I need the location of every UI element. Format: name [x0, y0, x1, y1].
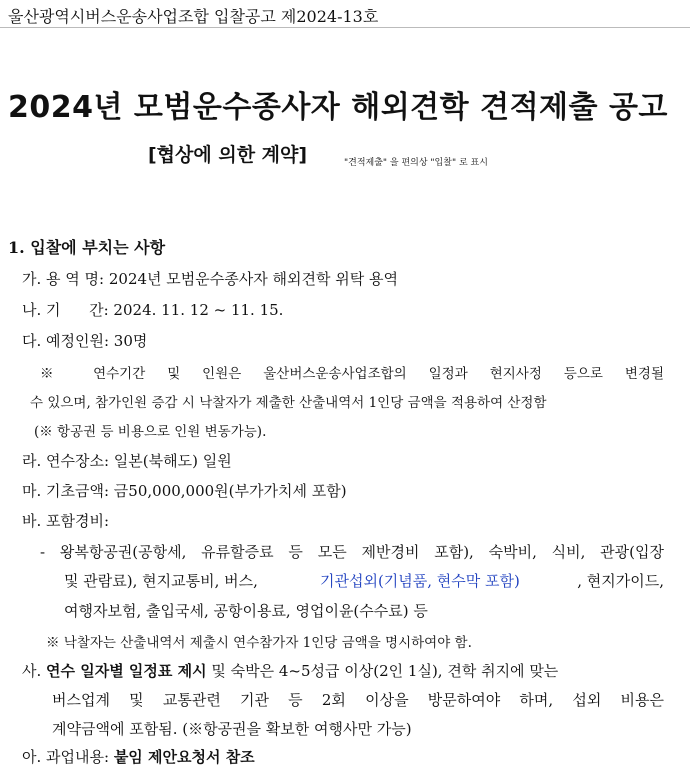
expense-text: 및 관람료), 현지교통비, 버스, — [64, 572, 263, 590]
note-line: ※ 연수기간 및 인원은 울산버스운송사업조합의 일정과 현지사정 등으로 변경될 — [40, 366, 664, 382]
item-period: 나. 기 간: 2024. 11. 12 ~ 11. 15. — [22, 301, 284, 319]
note-line: ※ 낙찰자는 산출내역서 제출시 연수참가자 1인당 금액을 명시하여야 함. — [46, 635, 472, 651]
expense-line: - 왕복항공권(공항세, 유류할증료 등 모든 제반경비 포함), 숙박비, 식비, 관광(입장 — [40, 543, 664, 561]
announcement-header: 울산광역시버스운송사업조합 입찰공고 제2024-13호 — [8, 7, 379, 26]
item-service-name: 가. 용 역 명: 2024년 모범운수종사자 해외견학 위탁 용역 — [22, 270, 398, 288]
item-prefix: 아. 과업내용: — [22, 748, 114, 766]
page-title: 2024년 모범운수종사자 해외견학 견적제출 공고 — [8, 90, 668, 125]
item-location: 라. 연수장소: 일본(북해도) 일원 — [22, 452, 232, 470]
highlighted-expense-text: 기관섭외(기념품, 현수막 포함) — [319, 572, 520, 590]
expense-line: 여행자보험, 출입국세, 공항이용료, 영업이윤(수수료) 등 — [64, 602, 428, 620]
item-headcount: 다. 예정인원: 30명 — [22, 332, 148, 350]
item-base-amount: 마. 기초금액: 금50,000,000원(부가가치세 포함) — [22, 482, 347, 500]
expense-line — [64, 570, 664, 591]
note-line: 수 있으며, 참가인원 증감 시 낙찰자가 제출한 산출내역서 1인당 금액을 적용하여 산정함 — [30, 395, 547, 411]
item-scope — [22, 746, 255, 767]
schedule-text: 및 숙박은 4~5성급 이상(2인 1실), 견학 취지에 맞는 — [206, 662, 559, 680]
subtitle-note: "견적제출" 을 편의상 "입찰" 로 표시 — [344, 158, 488, 168]
note-line: (※ 항공권 등 비용으로 인원 변동가능). — [34, 424, 267, 440]
item-prefix: 사. — [22, 662, 47, 680]
header-divider — [0, 27, 690, 28]
schedule-line: 버스업계 및 교통관련 기관 등 2회 이상을 방문하여야 하며, 섭외 비용은 — [52, 691, 664, 709]
item-included-expenses: 바. 포함경비: — [22, 512, 110, 530]
schedule-emphasis: 연수 일자별 일정표 제시 — [46, 662, 207, 680]
scope-reference: 붙임 제안요청서 참조 — [113, 748, 255, 766]
item-schedule — [22, 660, 664, 681]
expense-text: , 현지가이드, — [577, 572, 664, 590]
contract-type-subtitle: [협상에 의한 계약] — [148, 144, 308, 166]
section-heading: 1. 입찰에 부치는 사항 — [8, 238, 166, 257]
schedule-line: 계약금액에 포함됨. (※항공권을 확보한 여행사만 가능) — [52, 720, 412, 738]
